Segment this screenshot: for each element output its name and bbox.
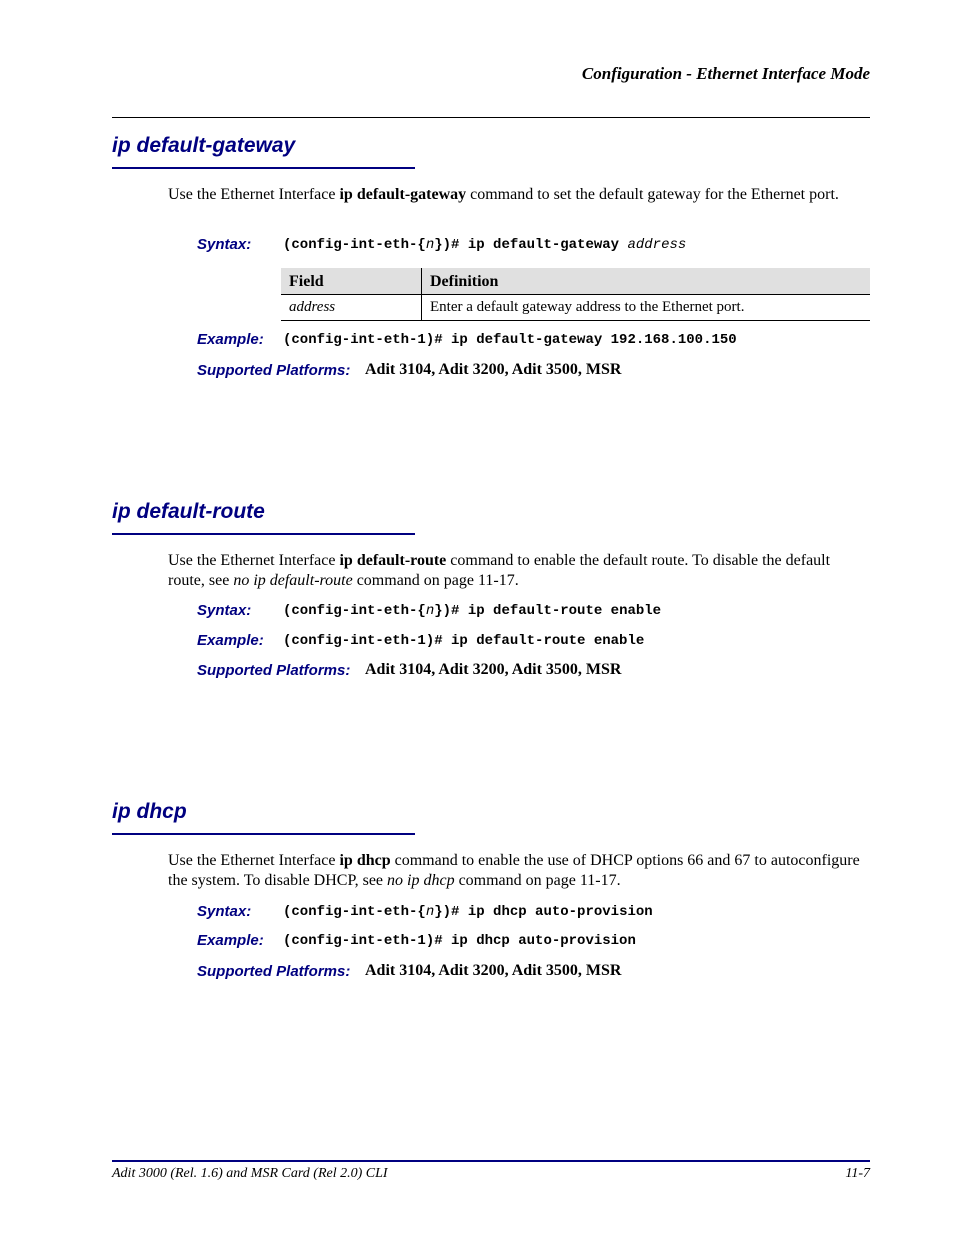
syntax-label: Syntax: (197, 602, 252, 619)
syntax-variable: n (425, 603, 435, 619)
platforms-value: Adit 3104, Adit 3200, Adit 3500, MSR (365, 962, 622, 979)
example-code: (config-int-eth-1)# ip dhcp auto-provision (283, 933, 636, 949)
description-text: command on page 11-17. (454, 872, 621, 889)
section-description (168, 551, 870, 591)
footer-page-number: 11-7 (845, 1166, 870, 1181)
syntax-argument: address (627, 237, 687, 253)
example-label: Example: (197, 932, 264, 949)
table-header-definition: Definition (422, 269, 871, 295)
footer-divider (112, 1160, 870, 1162)
section-description (168, 851, 870, 891)
description-text: command to enable the use of DHCP options 66 and 67 to autoconfigure the system. To disable DHCP, see (168, 852, 860, 889)
syntax-code: (config-int-eth-{n})# ip dhcp auto-provision (283, 904, 653, 920)
description-text: command to enable the default route. To disable the default route, see (168, 552, 831, 589)
command-name: ip dhcp (339, 852, 391, 869)
platforms-label: Supported Platforms: (197, 662, 351, 679)
table-header-row (281, 269, 870, 295)
section-title-ip-dhcp: ip dhcp (112, 800, 187, 823)
platforms-value: Adit 3104, Adit 3200, Adit 3500, MSR (365, 661, 622, 678)
example-label: Example: (197, 632, 264, 649)
section-underline (112, 533, 415, 535)
syntax-variable: n (425, 237, 435, 253)
platforms-value: Adit 3104, Adit 3200, Adit 3500, MSR (365, 361, 622, 378)
cross-reference: no ip default-route (233, 572, 353, 589)
platforms-label: Supported Platforms: (197, 963, 351, 980)
running-header: Configuration - Ethernet Interface Mode (581, 64, 870, 83)
header-divider (112, 117, 870, 118)
table-cell-field: address (281, 295, 422, 321)
cross-reference: no ip dhcp (387, 872, 455, 889)
description-text: command to set the default gateway for the Ethernet port. (466, 186, 839, 203)
table-cell-definition: Enter a default gateway address to the Ethernet port. (422, 295, 871, 321)
section-title-ip-default-gateway: ip default-gateway (112, 134, 296, 157)
platforms-label: Supported Platforms: (197, 362, 351, 379)
command-name: ip default-gateway (339, 186, 467, 203)
example-code: (config-int-eth-1)# ip default-route enable (283, 633, 645, 649)
table-header-field: Field (281, 269, 422, 295)
description-text: command on page 11-17. (352, 572, 519, 589)
syntax-code: (config-int-eth-{n})# ip default-gateway address (283, 237, 687, 253)
command-name: ip default-route (339, 552, 447, 569)
description-text: Use the Ethernet Interface (168, 186, 340, 203)
syntax-code: (config-int-eth-{n})# ip default-route enable (283, 603, 662, 619)
section-title-ip-default-route: ip default-route (112, 500, 265, 523)
syntax-label: Syntax: (197, 236, 252, 253)
section-underline (112, 833, 415, 835)
example-code: (config-int-eth-1)# ip default-gateway 192.168.100.150 (283, 332, 737, 348)
description-text: Use the Ethernet Interface (168, 552, 340, 569)
table-row (281, 295, 870, 321)
syntax-label: Syntax: (197, 903, 252, 920)
example-label: Example: (197, 331, 264, 348)
section-description (168, 185, 870, 205)
footer-document-title: Adit 3000 (Rel. 1.6) and MSR Card (Rel 2.0) CLI (112, 1166, 388, 1181)
section-underline (112, 167, 415, 169)
description-text: Use the Ethernet Interface (168, 852, 340, 869)
field-definition-table (281, 268, 870, 321)
syntax-variable: n (425, 904, 435, 920)
